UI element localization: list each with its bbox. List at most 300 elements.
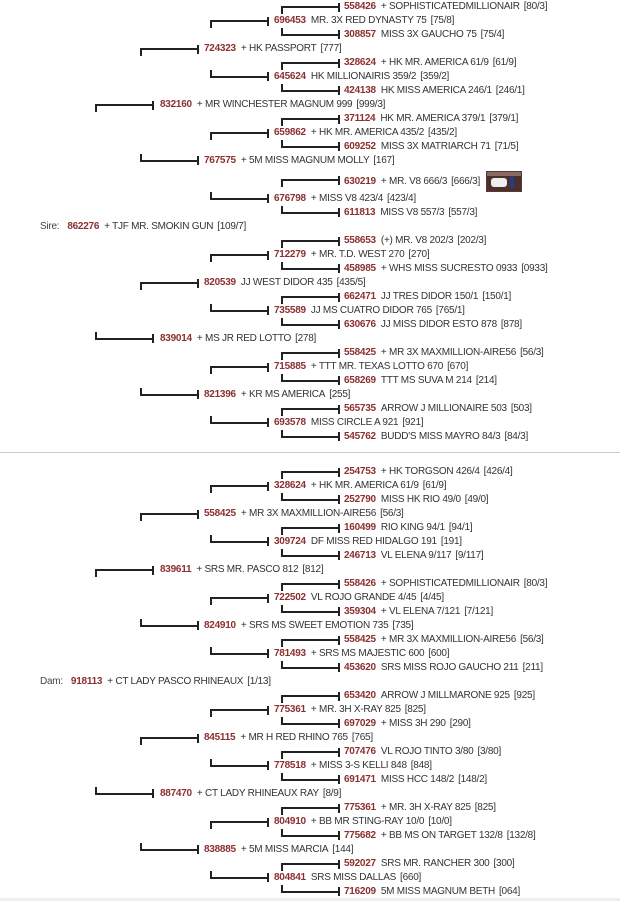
pedigree-entry xyxy=(274,592,444,604)
pedigree-entry xyxy=(344,886,520,898)
registration-id-link[interactable]: 775361 xyxy=(274,704,306,715)
tattoo-number: [61/9] xyxy=(492,57,517,68)
bracket-tick xyxy=(267,306,269,315)
bracket-tick xyxy=(267,594,269,603)
tattoo-number: [75/8] xyxy=(430,15,455,26)
registration-id-link[interactable]: 918113 xyxy=(70,676,103,687)
dam-bracket-line xyxy=(281,28,338,36)
sire-bracket-line xyxy=(210,20,267,28)
registration-id-link[interactable]: 609252 xyxy=(344,141,376,152)
dam-bracket-line xyxy=(210,759,267,767)
dam-bracket-line xyxy=(140,388,197,396)
tattoo-number: [435/2] xyxy=(428,127,457,138)
registration-id-link[interactable]: 592027 xyxy=(344,858,376,869)
registration-id-link[interactable]: 839014 xyxy=(160,333,192,344)
pedigree-entry xyxy=(344,113,518,125)
animal-name: SRS MISS ROJO GAUCHO 211 xyxy=(380,662,519,673)
registration-id-link[interactable]: 558425 xyxy=(204,508,236,519)
tattoo-number: [290] xyxy=(449,718,471,729)
tattoo-number: [80/3] xyxy=(523,1,548,12)
registration-id-link[interactable]: 371124 xyxy=(344,113,376,124)
animal-name: JJ WEST DIDOR 435 xyxy=(240,277,333,288)
animal-name: VL ROJO TINTO 3/80 xyxy=(380,746,474,757)
dam-bracket-line xyxy=(281,773,338,781)
animal-name: MISS HK RIO 49/0 xyxy=(380,494,461,505)
bracket-tick xyxy=(267,706,269,715)
sire-bracket-line xyxy=(140,282,197,290)
dam-bracket-line xyxy=(281,661,338,669)
pedigree-entry xyxy=(344,57,516,69)
bracket-tick xyxy=(267,17,269,26)
animal-name: HK MILLIONAIRIS 359/2 xyxy=(310,71,417,82)
animal-name: + MR. V8 666/3 xyxy=(380,176,448,188)
bracket-tick xyxy=(338,3,340,12)
pedigree-entry xyxy=(344,830,536,842)
bracket-tick xyxy=(267,818,269,827)
bracket-tick xyxy=(338,719,340,728)
pedigree-entry xyxy=(344,1,547,13)
pedigree-entry xyxy=(274,305,465,317)
animal-name: (+) MR. V8 202/3 xyxy=(380,235,454,246)
pedigree-entry xyxy=(160,788,341,800)
registration-id-link[interactable]: 696453 xyxy=(274,15,306,26)
registration-id-link[interactable]: 246713 xyxy=(344,550,376,561)
pedigree-entry xyxy=(344,466,513,478)
tattoo-number: [94/1] xyxy=(448,522,473,533)
registration-id-link[interactable]: 781493 xyxy=(274,648,306,659)
tattoo-number: [71/5] xyxy=(494,141,519,152)
tattoo-number: [600] xyxy=(428,648,450,659)
bracket-tick xyxy=(338,775,340,784)
registration-id-link[interactable]: 767575 xyxy=(204,155,236,166)
pedigree-entry xyxy=(344,690,535,702)
animal-name: MISS CIRCLE A 921 xyxy=(310,417,399,428)
pedigree-entry xyxy=(204,155,394,167)
animal-name: TTT MS SUVA M 214 xyxy=(380,375,472,386)
registration-id-link[interactable]: 309724 xyxy=(274,536,306,547)
animal-name: + MR WINCHESTER MAGNUM 999 xyxy=(196,99,353,110)
tattoo-number: [379/1] xyxy=(489,113,519,124)
registration-id-link[interactable]: 821396 xyxy=(204,389,236,400)
tattoo-number: [825] xyxy=(474,802,496,813)
bracket-tick xyxy=(338,887,340,896)
registration-id-link[interactable]: 308857 xyxy=(344,29,376,40)
dam-bracket-line xyxy=(281,829,338,837)
bracket-tick xyxy=(338,468,340,477)
pedigree-entry xyxy=(274,361,468,373)
registration-id-link[interactable]: 715885 xyxy=(274,361,306,372)
registration-id-link[interactable]: 453620 xyxy=(344,662,376,673)
bracket-tick xyxy=(338,405,340,414)
bracket-tick xyxy=(197,45,199,54)
dam-bracket-line xyxy=(210,416,267,424)
pedigree-entry xyxy=(274,648,449,660)
registration-id-link[interactable]: 254753 xyxy=(344,466,376,477)
animal-name: + SRS MR. PASCO 812 xyxy=(196,564,299,575)
registration-id-link[interactable]: 662471 xyxy=(344,291,376,302)
registration-id-link[interactable]: 887470 xyxy=(160,788,192,799)
registration-id-link[interactable]: 545762 xyxy=(344,431,376,442)
tattoo-number: [1/13] xyxy=(247,676,271,687)
registration-id-link[interactable]: 630219 xyxy=(344,176,376,188)
animal-name: + HK MR. AMERICA 61/9 xyxy=(380,57,489,68)
pedigree-entry xyxy=(204,620,413,632)
animal-name: JJ MISS DIDOR ESTO 878 xyxy=(380,319,497,330)
tattoo-number: [426/4] xyxy=(483,466,513,477)
tattoo-number: [660] xyxy=(400,872,422,883)
animal-name: MISS 3X GAUCHO 75 xyxy=(380,29,477,40)
pedigree-entry xyxy=(344,141,518,153)
animal-name: + HK PASSPORT xyxy=(240,43,317,54)
sire-bracket-line xyxy=(281,471,338,479)
registration-id-link[interactable]: 558653 xyxy=(344,235,376,246)
pedigree-entry xyxy=(274,193,416,205)
animal-name: + SOPHISTICATEDMILLIONAIR xyxy=(380,1,520,12)
registration-id-link[interactable]: 558426 xyxy=(344,578,376,589)
pedigree-entry xyxy=(344,263,548,275)
dam-bracket-line xyxy=(140,843,197,851)
pedigree-entry xyxy=(344,550,483,562)
registration-id-link[interactable]: 838885 xyxy=(204,844,236,855)
animal-name: + HK MR. AMERICA 435/2 xyxy=(310,127,425,138)
bracket-tick xyxy=(338,59,340,68)
registration-id-link[interactable]: 160499 xyxy=(344,522,376,533)
bracket-tick xyxy=(267,194,269,203)
dam-bracket-line xyxy=(210,647,267,655)
tattoo-number: [7/121] xyxy=(464,606,494,617)
registration-id-link[interactable]: 458985 xyxy=(344,263,376,274)
pedigree-entry xyxy=(160,564,323,576)
registration-id-link[interactable]: 724323 xyxy=(204,43,236,54)
tattoo-number: [109/7] xyxy=(217,221,247,232)
bracket-tick xyxy=(338,176,340,185)
sire-bracket-line xyxy=(95,569,152,577)
pedigree-entry xyxy=(344,291,511,303)
registration-id-link[interactable]: 558426 xyxy=(344,1,376,12)
bracket-tick xyxy=(267,649,269,658)
sire-bracket-line xyxy=(281,179,338,187)
tattoo-number: [812] xyxy=(302,564,324,575)
section-divider xyxy=(0,452,620,453)
tattoo-number: [167] xyxy=(373,155,395,166)
animal-name: VL ELENA 9/117 xyxy=(380,550,452,561)
tattoo-number: [8/9] xyxy=(322,788,342,799)
bracket-tick xyxy=(338,208,340,217)
bracket-tick xyxy=(267,418,269,427)
tattoo-number: [825] xyxy=(404,704,426,715)
pedigree-entry xyxy=(344,207,477,219)
sire-bracket-line xyxy=(210,709,267,717)
animal-name: JJ TRES DIDOR 150/1 xyxy=(380,291,479,302)
animal-name: SRS MISS DALLAS xyxy=(310,872,397,883)
registration-id-link[interactable]: 804910 xyxy=(274,816,306,827)
bracket-tick xyxy=(152,566,154,575)
bracket-tick xyxy=(338,748,340,757)
dam-bracket-line xyxy=(140,619,197,627)
animal-name: 5M MISS MAGNUM BETH xyxy=(380,886,496,897)
registration-id-link[interactable]: 775682 xyxy=(344,830,376,841)
sire-bracket-line xyxy=(140,48,197,56)
pedigree-entry xyxy=(344,235,486,247)
dam-bracket-line xyxy=(210,192,267,200)
parent-label: Sire: xyxy=(40,221,60,232)
pedigree-entry xyxy=(274,760,432,772)
tattoo-number: [878] xyxy=(500,319,522,330)
dam-bracket-line xyxy=(281,262,338,270)
bracket-tick xyxy=(338,86,340,95)
tattoo-number: [735] xyxy=(392,620,414,631)
pedigree-entry xyxy=(204,43,341,55)
tattoo-number: [84/3] xyxy=(504,431,528,442)
pedigree-entry xyxy=(274,417,423,429)
dam-bracket-line xyxy=(210,535,267,543)
dam-bracket-line xyxy=(281,493,338,501)
animal-name: + MS JR RED LOTTO xyxy=(196,333,292,344)
bracket-tick xyxy=(267,251,269,260)
sire-bracket-line xyxy=(281,639,338,647)
pedigree-entry xyxy=(204,277,365,289)
registration-id-link[interactable]: 565735 xyxy=(344,403,376,414)
tattoo-number: [765] xyxy=(351,732,373,743)
tattoo-number: [75/4] xyxy=(480,29,505,40)
tattoo-number: [3/80] xyxy=(477,746,501,757)
tattoo-number: [765/1] xyxy=(435,305,465,316)
sire-bracket-line xyxy=(281,863,338,871)
registration-id-link[interactable]: 558425 xyxy=(344,634,376,645)
registration-id-link[interactable]: 359304 xyxy=(344,606,376,617)
registration-id-link[interactable]: 820539 xyxy=(204,277,236,288)
animal-name: + MISS 3H 290 xyxy=(380,718,446,729)
pedigree-entry xyxy=(274,536,462,548)
registration-id-link[interactable]: 645624 xyxy=(274,71,306,82)
pedigree-entry xyxy=(344,431,528,443)
animal-name: + HK MR. AMERICA 61/9 xyxy=(310,480,419,491)
tattoo-number: [214] xyxy=(475,375,497,386)
pedigree-entry xyxy=(344,774,487,786)
tattoo-number: [999/3] xyxy=(356,99,386,110)
pedigree-entry xyxy=(344,746,501,758)
registration-id-link[interactable]: 735589 xyxy=(274,305,306,316)
tattoo-number: [0933] xyxy=(521,263,548,274)
bracket-tick xyxy=(338,607,340,616)
registration-id-link[interactable]: 676798 xyxy=(274,193,306,204)
pedigree-entry xyxy=(344,29,504,41)
animal-name: RIO KING 94/1 xyxy=(380,522,445,533)
pedigree-entry xyxy=(344,319,522,331)
dam-entry xyxy=(40,676,271,688)
animal-name: + MISS 3-S KELLI 848 xyxy=(310,760,407,771)
pedigree-entry xyxy=(274,480,446,492)
animal-name: HK MISS AMERICA 246/1 xyxy=(380,85,492,96)
tattoo-number: [49/0] xyxy=(464,494,489,505)
dam-bracket-line xyxy=(140,154,197,162)
registration-id-link[interactable]: 659862 xyxy=(274,127,306,138)
sire-bracket-line xyxy=(210,366,267,374)
pedigree-entry xyxy=(344,606,493,618)
sire-bracket-line xyxy=(210,132,267,140)
pedigree-entry xyxy=(274,816,452,828)
tattoo-number: [670] xyxy=(447,361,469,372)
tattoo-number: [132/8] xyxy=(506,830,536,841)
registration-id-link[interactable]: 697029 xyxy=(344,718,376,729)
animal-name: + VL ELENA 7/121 xyxy=(380,606,461,617)
pedigree-entry xyxy=(344,578,547,590)
animal-name: JJ MS CUATRO DIDOR 765 xyxy=(310,305,432,316)
tattoo-number: [144] xyxy=(332,844,354,855)
animal-name: + CT LADY PASCO RHINEAUX xyxy=(107,676,244,687)
sire-bracket-line xyxy=(210,254,267,262)
bracket-tick xyxy=(338,636,340,645)
dam-pedigree xyxy=(0,465,620,898)
animal-name: ARROW J MILLMARONE 925 xyxy=(380,690,510,701)
sire-bracket-line xyxy=(95,104,152,112)
bracket-tick xyxy=(338,860,340,869)
dam-bracket-line xyxy=(281,140,338,148)
sire-pedigree xyxy=(0,0,620,450)
animal-name: HK MR. AMERICA 379/1 xyxy=(380,113,486,124)
sire-bracket-line xyxy=(281,583,338,591)
bracket-tick xyxy=(338,804,340,813)
registration-id-link[interactable]: 630676 xyxy=(344,319,376,330)
animal-name: + CT LADY RHINEAUX RAY xyxy=(196,788,319,799)
registration-id-link[interactable]: 712279 xyxy=(274,249,306,260)
animal-name: ARROW J MILLIONAIRE 503 xyxy=(380,403,507,414)
dam-bracket-line xyxy=(95,332,152,340)
registration-id-link[interactable]: 716209 xyxy=(344,886,376,897)
pedigree-entry xyxy=(344,718,471,730)
registration-id-link[interactable]: 693578 xyxy=(274,417,306,428)
sire-bracket-line xyxy=(140,737,197,745)
tattoo-number: [148/2] xyxy=(458,774,487,785)
animal-name: + MISS V8 423/4 xyxy=(310,193,384,204)
sire-bracket-line xyxy=(210,821,267,829)
pedigree-entry xyxy=(160,333,316,345)
registration-id-link[interactable]: 862276 xyxy=(67,221,100,232)
registration-id-link[interactable]: 775361 xyxy=(344,802,376,813)
bracket-tick xyxy=(338,831,340,840)
sire-bracket-line xyxy=(281,240,338,248)
animal-photo-thumbnail[interactable] xyxy=(486,171,522,192)
tattoo-number: [503] xyxy=(510,403,532,414)
bracket-tick xyxy=(267,129,269,138)
bracket-tick xyxy=(197,156,199,165)
animal-name: + TJF MR. SMOKIN GUN xyxy=(104,221,214,232)
registration-id-link[interactable]: 832160 xyxy=(160,99,192,110)
pedigree-entry xyxy=(204,389,350,401)
pedigree-entry xyxy=(344,802,496,814)
bracket-tick xyxy=(338,524,340,533)
bracket-tick xyxy=(267,761,269,770)
animal-name: + TTT MR. TEXAS LOTTO 670 xyxy=(310,361,444,372)
sire-bracket-line xyxy=(281,807,338,815)
bracket-tick xyxy=(338,663,340,672)
bracket-tick xyxy=(197,845,199,854)
registration-id-link[interactable]: 845115 xyxy=(204,732,236,743)
bracket-tick xyxy=(338,349,340,358)
tattoo-number: [278] xyxy=(295,333,317,344)
registration-id-link[interactable]: 328624 xyxy=(274,480,306,491)
tattoo-number: [56/3] xyxy=(520,634,544,645)
registration-id-link[interactable]: 824910 xyxy=(204,620,236,631)
pedigree-entry xyxy=(344,347,544,359)
registration-id-link[interactable]: 424138 xyxy=(344,85,376,96)
animal-name: + HK TORGSON 426/4 xyxy=(380,466,480,477)
registration-id-link[interactable]: 707476 xyxy=(344,746,376,757)
tattoo-number: [246/1] xyxy=(495,85,525,96)
tattoo-number: [80/3] xyxy=(523,578,548,589)
tattoo-number: [4/45] xyxy=(420,592,444,603)
tattoo-number: [10/0] xyxy=(428,816,452,827)
animal-name: DF MISS RED HIDALGO 191 xyxy=(310,536,437,547)
bracket-tick xyxy=(197,510,199,519)
bracket-tick xyxy=(338,30,340,39)
bracket-tick xyxy=(152,101,154,110)
animal-name: + MR 3X MAXMILLION-AIRE56 xyxy=(380,634,517,645)
registration-id-link[interactable]: 804841 xyxy=(274,872,306,883)
tattoo-number: [423/4] xyxy=(387,193,416,204)
bracket-tick xyxy=(197,734,199,743)
bracket-tick xyxy=(197,279,199,288)
dam-bracket-line xyxy=(281,374,338,382)
registration-id-link[interactable]: 691471 xyxy=(344,774,376,785)
registration-id-link[interactable]: 653420 xyxy=(344,690,376,701)
dam-bracket-line xyxy=(281,430,338,438)
tattoo-number: [064] xyxy=(499,886,521,897)
registration-id-link[interactable]: 328624 xyxy=(344,57,376,68)
registration-id-link[interactable]: 252790 xyxy=(344,494,376,505)
dam-bracket-line xyxy=(210,304,267,312)
pedigree-entry xyxy=(344,85,525,97)
pedigree-entry xyxy=(274,127,457,139)
registration-id-link[interactable]: 558425 xyxy=(344,347,376,358)
bracket-tick xyxy=(338,580,340,589)
registration-id-link[interactable]: 839611 xyxy=(160,564,192,575)
tattoo-number: [925] xyxy=(513,690,535,701)
pedigree-entry xyxy=(274,704,426,716)
tattoo-number: [150/1] xyxy=(482,291,512,302)
animal-name: BUDD'S MISS MAYRO 84/3 xyxy=(380,431,501,442)
bracket-tick xyxy=(152,789,154,798)
pedigree-entry xyxy=(344,634,544,646)
dam-bracket-line xyxy=(95,787,152,795)
tattoo-number: [777] xyxy=(320,43,342,54)
sire-bracket-line xyxy=(281,352,338,360)
sire-bracket-line xyxy=(281,527,338,535)
sire-bracket-line xyxy=(281,62,338,70)
registration-id-link[interactable]: 611813 xyxy=(344,207,376,218)
animal-name: + 5M MISS MARCIA xyxy=(240,844,329,855)
animal-name: SRS MR. RANCHER 300 xyxy=(380,858,490,869)
pedigree-entry xyxy=(344,522,472,534)
pedigree-entry xyxy=(344,494,488,506)
registration-id-link[interactable]: 722502 xyxy=(274,592,306,603)
bracket-tick xyxy=(267,873,269,882)
tattoo-number: [9/117] xyxy=(455,550,484,561)
sire-bracket-line xyxy=(210,597,267,605)
bracket-tick xyxy=(338,237,340,246)
registration-id-link[interactable]: 778518 xyxy=(274,760,306,771)
animal-name: + MR H RED RHINO 765 xyxy=(240,732,348,743)
bracket-tick xyxy=(267,537,269,546)
registration-id-link[interactable]: 658269 xyxy=(344,375,376,386)
bracket-tick xyxy=(338,692,340,701)
sire-bracket-line xyxy=(281,751,338,759)
pedigree-entry xyxy=(344,375,497,387)
animal-name: + 5M MISS MAGNUM MOLLY xyxy=(240,155,370,166)
bracket-tick xyxy=(338,142,340,151)
animal-name: + MR. T.D. WEST 270 xyxy=(310,249,405,260)
dam-bracket-line xyxy=(210,871,267,879)
